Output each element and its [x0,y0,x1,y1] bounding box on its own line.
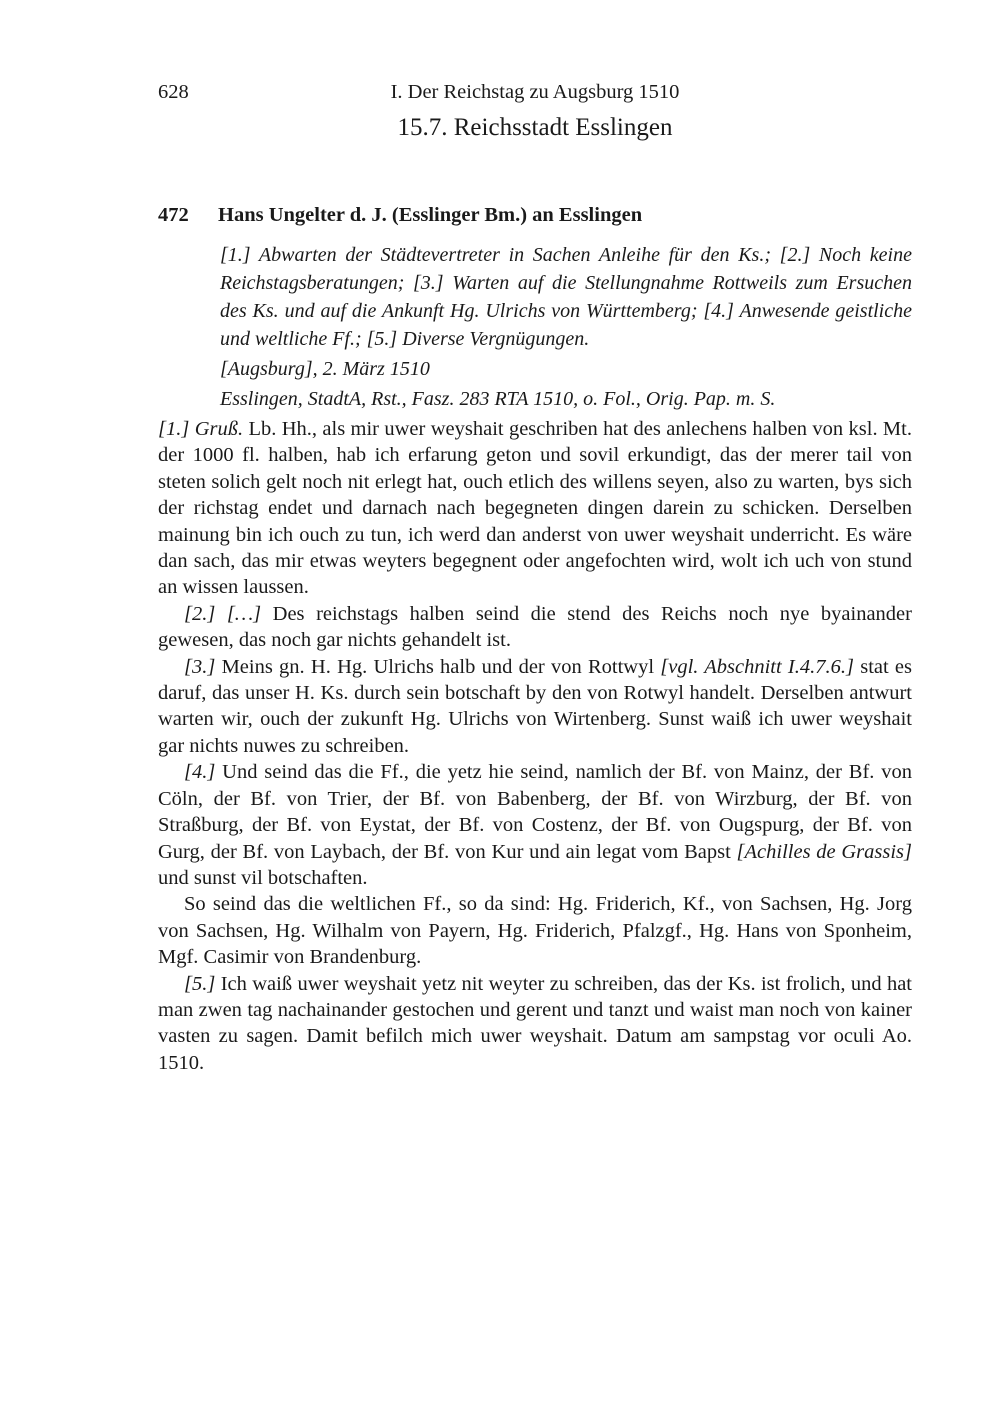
body-paragraph [158,654,912,760]
document-heading [158,201,912,229]
text-run: [5.] [184,972,216,995]
section-heading: 15.7. Reichsstadt Esslingen [397,114,673,141]
document-source-reference: Esslingen, StadtA, Rst., Fasz. 283 RTA 1510, o. Fol., Orig. Pap. m. S. [220,388,776,410]
document-number: 472 [158,204,189,226]
body-paragraph [158,891,912,970]
running-header-title: I. Der Reichstag zu Augsburg 1510 [390,81,680,103]
document-title: Hans Ungelter d. J. (Esslinger Bm.) an Esslingen [218,204,643,226]
document-body [158,416,912,1076]
text-run: und sunst vil botschaften. [158,866,368,889]
text-run: So seind das die weltlichen Ff., so da sind: Hg. Friderich, Kf., von Sachsen, Hg. Jorg von Sachsen, Hg. Wilhalm von Payern, Hg. Friderich, Pfalzgf., Hg. Hans von Sponheim, Mgf. Casimir von Brandenburg. [158,893,912,969]
text-run: Des reichstags halben seind die stend des Reichs noch nye byainander gewesen, das noch gar nichts gehandelt ist. [158,602,912,652]
text-run: stat es daruf, das unser H. Ks. durch sein botschaft by den von Rotwyl handelt. Derselben antwurt warten wir, ouch der zukunft Hg. Ulrichs von Wirtenberg. Sunst waiß ich uwer weyshait gar nichts nuwes zu schreiben. [158,655,912,757]
text-run: Ich waiß uwer weyshait yetz nit weyter zu schreiben, das der Ks. ist frolich, und hat man zwen tag nachainander gestochen und gerent und tanzt und waist man noch von kainer vasten zu sagen. Damit befilch mich uwer weyshait. Datum am sampstag vor oculi Ao. 1510. [158,972,912,1074]
body-paragraph [158,759,912,891]
text-run: [2.] […] [184,602,262,625]
body-paragraph [158,971,912,1077]
body-paragraph [158,416,912,601]
document-summary: [1.] Abwarten der Städtevertreter in Sachen Anleihe für den Ks.; [2.] Noch keine Reichstagsberatungen; [3.] Warten auf die Stellungnahme Rottweils zum Ersuchen des Ks. und auf die Ankunft Hg. Ulrichs von Württemberg; [4.] Anwesende geistliche und weltliche Ff.; [5.] Diverse Vergnügungen. [220,244,912,350]
text-run: [4.] [184,761,216,784]
text-run: Lb. Hh., als mir uwer weyshait geschriben hat des anlechens halben von ksl. Mt. der 1000 fl. halben, hab ich erfarung geton und sovil erkundigt, das der merer tail von steten solich gelt noch nit erlegt hat, ouch etlich des willens seyen, also zu warten, bys sich der richstag endet und darnach nach begegneten dingen darein zu schicken. Derselben mainung bin ich ouch zu tun, ich werd dan anderst von uwer weyshait underricht. Es wäre dan sach, das mir etwas weyters begegnent oder angefochten wird, wolt ich uch von stund an wissen laussen. [158,418,912,599]
text-run: [vgl. Abschnitt I.4.7.6.] [660,655,854,678]
body-paragraph [158,601,912,654]
text-run: [Achilles de Grassis] [736,840,913,863]
text-run: [1.] Gruß. [158,418,244,440]
text-run: Meins gn. H. Hg. Ulrichs halb und der von Rottwyl [215,655,661,678]
document-dateline: [Augsburg], 2. März 1510 [220,358,430,380]
running-header [158,79,912,105]
text-run: [3.] [184,655,216,678]
text-run: Und seind das die Ff., die yetz hie seind, namlich der Bf. von Mainz, der Bf. von Cöln, der Bf. von Trier, der Bf. von Babenberg, der Bf. von Wirzburg, der Bf. von Straßburg, der Bf. von Eystat, der Bf. von Costenz, der Bf. von Ougspurg, der Bf. von Gurg, der Bf. von Laybach, der Bf. von Kur und ain legat vom Bapst [158,761,912,863]
page-number: 628 [158,81,189,103]
